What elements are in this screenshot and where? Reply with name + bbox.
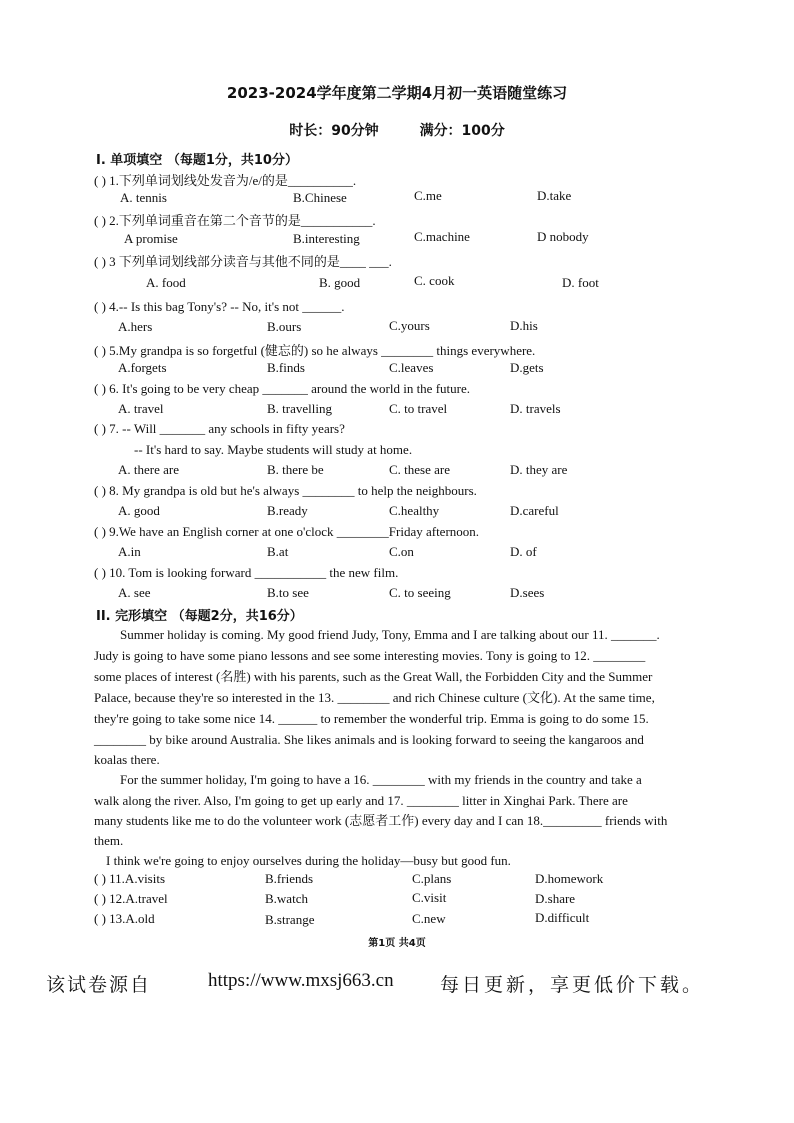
question-6-option-d: D. travels bbox=[510, 401, 561, 416]
question-7-option-a: A. there are bbox=[118, 462, 179, 477]
question-5-option-a: A.forgets bbox=[118, 360, 167, 375]
cloze-13-option-b: B.strange bbox=[265, 912, 315, 927]
question-5-option-d: D.gets bbox=[510, 360, 544, 375]
question-1-option-c: C.me bbox=[414, 188, 442, 203]
question-7-option-d: D. they are bbox=[510, 462, 568, 477]
cloze-12-stem: ( ) 12.A.travel bbox=[94, 891, 168, 906]
question-8-option-d: D.careful bbox=[510, 503, 559, 518]
question-5-stem: ( ) 5.My grandpa is so forgetful (健忘的) so he always ________ things everywhere. bbox=[94, 343, 536, 358]
passage-line: them. bbox=[94, 833, 124, 848]
passage-line: koalas there. bbox=[94, 752, 160, 767]
question-8-option-a: A. good bbox=[118, 503, 160, 518]
page-title: 2023-2024学年度第二学期4月初一英语随堂练习 bbox=[226, 84, 568, 102]
passage-line: For the summer holiday, I'm going to have a 16. ________ with my friends in the country and take a bbox=[120, 772, 642, 787]
question-6-option-a: A. travel bbox=[118, 401, 164, 416]
question-4-option-b: B.ours bbox=[267, 319, 302, 334]
question-3-option-a: A. food bbox=[146, 275, 186, 290]
passage-line: Summer holiday is coming. My good friend Judy, Tony, Emma and I are talking about our 11. _______. bbox=[120, 627, 660, 642]
cloze-13-option-d: D.difficult bbox=[535, 910, 590, 925]
score-label: 满分：100分 bbox=[419, 123, 505, 139]
question-3-stem: ( ) 3 下列单词划线部分读音与其他不同的是____ ___. bbox=[94, 254, 392, 269]
question-4-option-c: C.yours bbox=[389, 318, 430, 333]
question-1-stem: ( ) 1.下列单词划线处发音为/e/的是__________. bbox=[94, 173, 357, 188]
question-1-option-b: B.Chinese bbox=[293, 190, 347, 205]
exam-meta bbox=[0, 120, 794, 140]
question-6-stem: ( ) 6. It's going to be very cheap _______ around the world in the future. bbox=[94, 381, 470, 396]
passage-line: many students like me to do the volunteer work (志愿者工作) every day and I can 18._________ friends with bbox=[94, 813, 668, 828]
question-1-option-d: D.take bbox=[537, 188, 572, 203]
question-9-option-b: B.at bbox=[267, 544, 289, 559]
question-2-option-d: D nobody bbox=[537, 229, 589, 244]
question-9-option-a: A.in bbox=[118, 544, 141, 559]
question-4-option-d: D.his bbox=[510, 318, 538, 333]
section-2-title: II. 完形填空 （每题2分，共16分） bbox=[96, 609, 303, 624]
question-5-option-b: B.finds bbox=[267, 360, 305, 375]
cloze-13-option-c: C.new bbox=[412, 911, 446, 926]
cloze-11-stem: ( ) 11.A.visits bbox=[94, 871, 166, 886]
passage-line: I think we're going to enjoy ourselves during the holiday—busy but good fun. bbox=[106, 853, 511, 868]
question-10-option-a: A. see bbox=[118, 585, 151, 600]
question-7-option-c: C. these are bbox=[389, 462, 451, 477]
question-10-option-d: D.sees bbox=[510, 585, 545, 600]
question-6-option-b: B. travelling bbox=[267, 401, 332, 416]
cloze-12-option-b: B.watch bbox=[265, 891, 308, 906]
question-7-reply: -- It's hard to say. Maybe students will study at home. bbox=[134, 442, 413, 457]
question-10-option-c: C. to seeing bbox=[389, 585, 451, 600]
question-9-option-c: C.on bbox=[389, 544, 414, 559]
question-7-stem: ( ) 7. -- Will _______ any schools in fifty years? bbox=[94, 421, 345, 436]
passage-line: some places of interest (名胜) with his parents, such as the Great Wall, the Forbidden City and the Summer bbox=[94, 669, 653, 684]
question-3-option-d: D. foot bbox=[562, 275, 599, 290]
passage-line: Judy is going to have some piano lessons and see some interesting movies. Tony is going to 12. ________ bbox=[94, 648, 646, 663]
question-8-option-b: B.ready bbox=[267, 503, 308, 518]
source-slogan: 每日更新，享更低价下载。 bbox=[440, 974, 705, 996]
page-number: 第1页 共4页 bbox=[368, 938, 426, 949]
question-3-option-c: C. cook bbox=[414, 273, 455, 288]
question-3-option-b: B. good bbox=[319, 275, 361, 290]
question-2-option-c: C.machine bbox=[414, 229, 470, 244]
question-7-option-b: B. there be bbox=[267, 462, 324, 477]
cloze-12-option-c: C.visit bbox=[412, 890, 447, 905]
question-2-option-b: B.interesting bbox=[293, 231, 360, 246]
question-6-option-c: C. to travel bbox=[389, 401, 448, 416]
question-1-option-a: A. tennis bbox=[120, 190, 167, 205]
passage-line: ________ by bike around Australia. She likes animals and is looking forward to seeing the kangaroos and bbox=[94, 732, 644, 747]
cloze-11-option-b: B.friends bbox=[265, 871, 314, 886]
question-10-option-b: B.to see bbox=[267, 585, 309, 600]
cloze-13-stem: ( ) 13.A.old bbox=[94, 911, 155, 926]
question-8-option-c: C.healthy bbox=[389, 503, 440, 518]
question-8-stem: ( ) 8. My grandpa is old but he's always ________ to help the neighbours. bbox=[94, 483, 477, 498]
passage-line: they're going to take some nice 14. ______ to remember the wonderful trip. Emma is going to do some 15. bbox=[94, 711, 649, 726]
cloze-12-option-d: D.share bbox=[535, 891, 576, 906]
question-2-option-a: A promise bbox=[124, 231, 178, 246]
passage-line: walk along the river. Also, I'm going to get up early and 17. ________ litter in Xinghai Park. There are bbox=[94, 793, 628, 808]
question-4-stem: ( ) 4.-- Is this bag Tony's? -- No, it's not ______. bbox=[94, 299, 345, 314]
cloze-11-option-c: C.plans bbox=[412, 871, 452, 886]
question-9-option-d: D. of bbox=[510, 544, 537, 559]
source-url[interactable]: https://www.mxsj663.cn bbox=[208, 970, 394, 991]
cloze-11-option-d: D.homework bbox=[535, 871, 604, 886]
question-5-option-c: C.leaves bbox=[389, 360, 434, 375]
duration-label: 时长：90分钟 bbox=[289, 123, 379, 139]
question-4-option-a: A.hers bbox=[118, 319, 153, 334]
passage-line: Palace, because they're so interested in the 13. ________ and rich Chinese culture (文化). At the same time, bbox=[94, 690, 655, 705]
question-10-stem: ( ) 10. Tom is looking forward ___________ the new film. bbox=[94, 565, 399, 580]
source-label: 该试卷源自 bbox=[46, 974, 152, 996]
question-9-stem: ( ) 9.We have an English corner at one o'clock ________Friday afternoon. bbox=[94, 524, 480, 539]
section-1-title: I. 单项填空 （每题1分，共10分） bbox=[96, 153, 298, 168]
question-2-stem: ( ) 2.下列单词重音在第二个音节的是___________. bbox=[94, 213, 376, 228]
